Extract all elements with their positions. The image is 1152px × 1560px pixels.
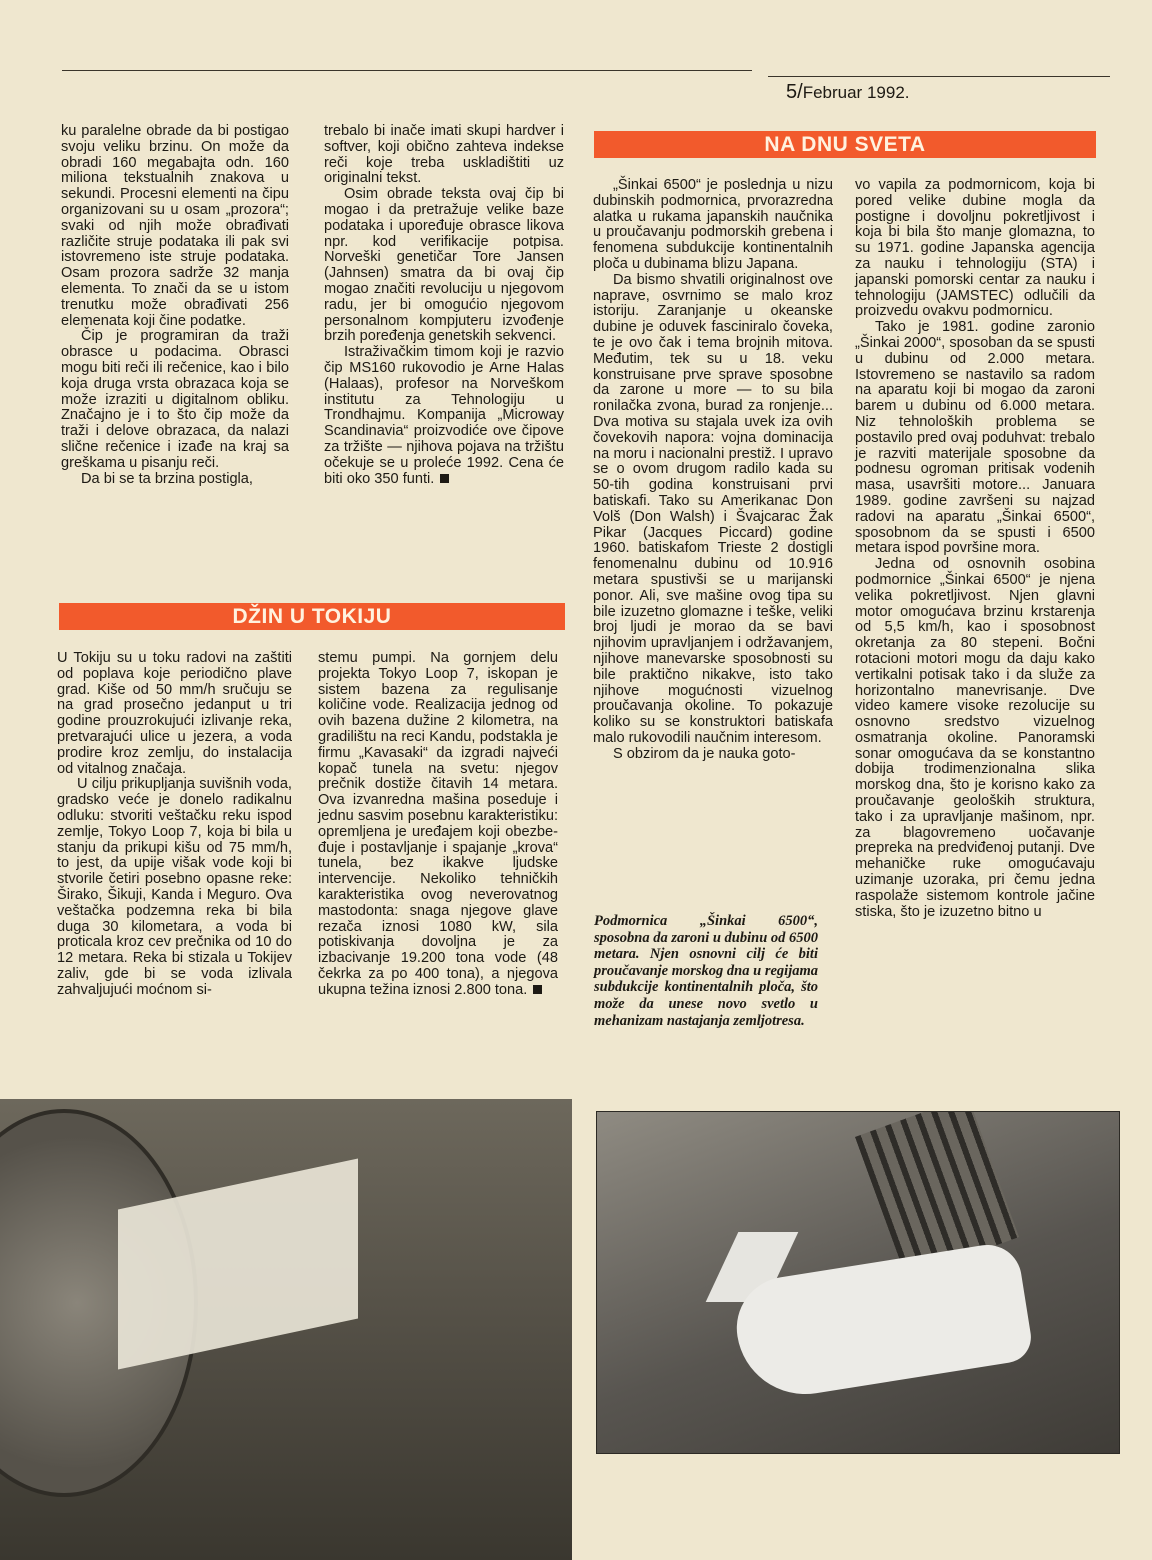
paragraph: Čip je programiran da traži obrasce u podacima. Obrasci mogu biti reči ili rečenice, kao i bilo koja druga vrsta obrazaca koja se može izraziti u digitalnom obliku. Značajno je i to što čip može da traži i delove obrazaca, da nalazi slične rečenice i izađe na kraj sa greškama u pisanju reči.: [61, 328, 289, 471]
issue-year: 1992.: [866, 83, 910, 102]
paragraph: U cilju prikupljanja suvišnih voda, gradsko veće je donelo radikalnu odluku: stvoriti veštačku reku ispod zemlje, Tokyo Loop 7, koja bi bila u stanju da prikupi kišu od 75 mm/h, to jest, da upije višak vode koji bi stvorile četiri posebno opasne reke: Širako, Šikuji, Kanda i Meguro. Ova veštačka podzemna reka bi bila duga 30 kilometara, a voda bi proticala kroz cev prečnika od 10 do 12 metara. Reka bi stizala u Tokijev zaliv, gde bi se voda izlivala zahvaljujući moćnom si-: [57, 776, 292, 998]
tokyo-col1: [57, 651, 292, 999]
tokyo-col2: [318, 651, 558, 999]
chip-article-col2: [324, 124, 564, 487]
tokyo-headline: DŽIN U TOKIJU: [59, 603, 565, 630]
issue-month: Februar: [802, 83, 863, 102]
end-mark-icon: [440, 474, 449, 483]
deep-sea-col2: [855, 178, 1095, 920]
paragraph: U Tokiju su u toku radovi na zaštiti od poplava koje periodično plave grad. Kiše od 50 mm/h sručuju se na grad prosečno jedanput u tri godine prouzrokujući izlivanje reka, pretvarajući ulice u jezera, a voda prodire kroz zemlju, do instalacija od vitalnog značaja.: [57, 650, 292, 777]
paragraph: trebalo bi inače imati skupi hardver i softver, koji obično zahteva indekse reči koje treba uskladištiti uz originalni tekst.: [324, 123, 564, 187]
paragraph: vo vapila za podmornicom, koja bi pored velike dubine mogla da postigne i dovoljnu pokretljivost i koja bi bila što manje glomazna, to su 1971. godine Japanska agencija za nauku i tehnologiju (STA) i japanski pomorski centar za nauku i tehnologiju (JAMSTEC) odlučili da proizvedu ovakvu podmornicu.: [855, 177, 1095, 320]
paragraph: Da bi se ta brzina postigla,: [81, 470, 253, 487]
deep-sea-headline: NA DNU SVETA: [594, 131, 1096, 158]
end-mark-icon: [533, 985, 542, 994]
paragraph: Jedna od osnovnih osobina podmornice „Šinkai 6500“ je njena velika pokretljivost. Njen glavni motor omogućava brzinu krstarenja od 5,5 km/h, kao i sposobnost okretanja za 80 stepeni. Bočni rotacioni motori mogu da daju kako vertikalni potisak tako i da služe za horizontalno manevrisanje. Dve video kamere visoke rezolucije su osnovno sredstvo vizuelnog osmatranja okoline. Panoramski sonar omogućava da se konstantno dobija trodimenzionalna slika morskog dna, što je korisno kako za proučavanje geoloških struktura, tako i za upravljanje mašinom, npr. za blagovremeno uočavanje prepreka na predviđenoj putanji. Dve mehaničke ruke omogućavaju uzimanje uzoraka, pri čemu jedna raspolaže sistemom kontrole jačine stiska, što je izuzetno bitno u: [855, 556, 1095, 920]
deep-sea-col1: [593, 178, 833, 762]
paragraph: stemu pumpi. Na gornjem delu projekta Tokyo Loop 7, iskopan je sistem bazena za regulisanje količine vode. Realizacija jednog od ovih bazena dužine 2 kilometra, na gradilištu na reci Kandu, podstakla je firmu „Kavasaki“ da izgradi najveći kopač tunela na svetu: njegov prečnik dostiže čitavih 14 metara. Ova izvanredna mašina poseduje i jednu sasvim posebnu karakteristiku: opremljena je uređajem koji obezbeđuje i postavljanje i spajanje „krova“ tunela, bez ikakve ljudske intervencije. Nekoliko tehničkih karakteristika ovog neverovatnog mastodonta: snaga njegove glave rezača iznosi 1080 kW, sila potiskivanja dovoljna je za izbacivanje 19.200 tona vode (48 čekrka za po 400 tona), a njegova ukupna težina iznosi 2.800 tona.: [318, 650, 558, 998]
paragraph: Istraživačkim timom koji je razvio čip MS160 rukovodio je Arne Halas (Halaas), profesor na Norveškom institutu za Tehnologiju u Trondhajmu. Kompanija „Microway Scandinavia“ proizvodiće ove čipove za tržište — njihova pojava na tržištu očekuje se u proleće 1992. Cena će biti oko 350 funti.: [324, 344, 564, 487]
paragraph: S obzirom da je nauka goto-: [613, 745, 796, 762]
paragraph: ku paralelne obrade da bi postigao svoju veliku brzinu. On može da obradi 160 megabajta odn. 160 miliona tekstualnih znakova u sekundi. Procesni elementi na čipu organizovani su u osam „prozora“; svaki od njih može obrađivati različite struje podataka ili pak svi istovremeno iste struje podataka. Osam prozora sadrže 32 manja elementa. To znači da se u istom trenutku može obrađivati 256 elemenata koji čine podatke.: [61, 123, 289, 329]
chip-article-col1: [61, 124, 289, 487]
tunnel-boring-machine-photo: [0, 1099, 572, 1560]
page-number: 5/: [786, 81, 803, 103]
paragraph: Osim obrade teksta ovaj čip bi mogao i da pretražuje velike baze podataka i upoređuje obrasce likova npr. kod verifikacije potpisa. Norveški genetičar Tore Jansen (Jahnsen) smatra da bi ovaj čip mogao značiti revoluciju u njegovom radu, jer bi omogućio njegovom personalnom kompjuteru izvođenje brzih poređenja genetskih sekvenci.: [324, 186, 564, 345]
header-rule-right: [768, 76, 1110, 77]
photo-caption: Podmornica „Šinkai 6500“, sposobna da zaroni u dubinu od 6500 metara. Njen osnovni cilj će biti proučavanje morskog dna u regijama subdukcije kontinentalnih ploča, što može da unese novo svetlo u mehanizam nastajanja zemljotresa.: [594, 913, 819, 1029]
paragraph: Tako je 1981. godine zaronio „Šinkai 2000“, sposoban da se spusti u dubinu od 2.000 metara. Istovremeno se nastavilo sa radom na aparatu koji bi mogao da zaroni barem u dubinu od 6.000 metara. Niz tehnoloških problema se postavilo pred ovaj poduhvat: trebalo je razviti materijale sposobne da podnesu ogroman pritisak vodenih masa, usavršiti motore... Januara 1989. godine završeni su najzad radovi na aparatu „Šinkai 6500“, sposobnom da se spusti i 6500 metara ispod površine mora.: [855, 319, 1095, 557]
page-folio: [786, 81, 910, 104]
header-rule: [62, 70, 752, 71]
paragraph: „Šinkai 6500“ je poslednja u nizu dubinskih podmornica, prvorazredna alatka u rukama japanskih naučnika u proučavanju podmorskih grebena i fenomena subdukcije kontinentalnih ploča u dubinama blizu Japana.: [593, 177, 833, 272]
paragraph: Da bismo shvatili originalnost ove naprave, osvrnimo se malo kroz istoriju. Zaranjanje u okeanske dubine je oduvek fasciniralo čoveka, te je ovo čak i tema brojnih mitova. Međutim, tek su u 18. veku konstruisane prve sprave sposobne da zarone u more — to su bila ronilačka zvona, burad za ronjenje... Dva motiva su stajala uvek iza ovih čovekovih napora: vojna dominacija na moru i nacionalni prestiž. I upravo se o ovom drugom radilo kada su 50-tih godina konstruisani prvi batiskafi. Tako su Amerikanac Don Volš (Don Walsh) i Švajcarac Žak Pikar (Jacques Piccard) godine 1960. batiskafom Trieste 2 dostigli fenomenalnu dubinu od 10.916 metara spustivši se u marijanski ponor. Ali, sve mašine ovog tipa su bile izuzetno glomazne i teške, veliki broj ljudi je morao da se bavi njihovim upravljanjem i održavanjem, njihove manevarske sposobnosti su bile praktično nikakve, isto tako njihove mogućnosti vizuelnog proučavanja okoline. To pokazuje koliko su se konstruktori batiskafa malo rukovodili naučnim interesom.: [593, 271, 833, 746]
submarine-photo: [596, 1111, 1120, 1454]
